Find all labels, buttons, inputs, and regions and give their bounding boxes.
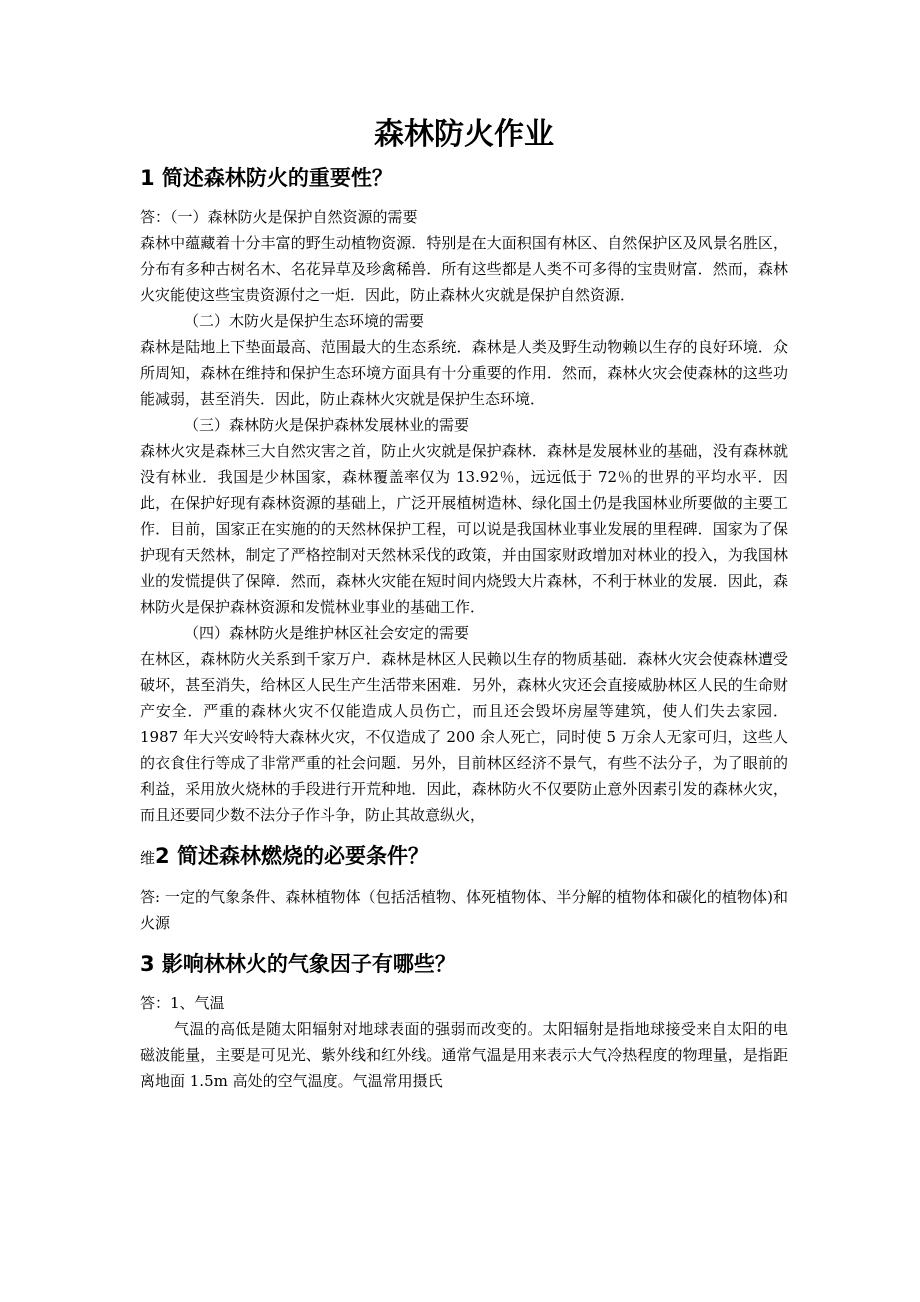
question-3-paragraph-1: 气温的高低是随太阳辐射对地球表面的强弱而改变的。太阳辐射是指地球接受来自太阳的电磁波能量，主要是可见光、紫外线和红外线。通常气温是用来表示大气冷热程度的物理量，是指距离地面 1.5m 高处的空气温度。气温常用摄氏 [140,1020,788,1090]
question-3-answer-label: 答：1、气温 [140,994,225,1012]
question-2-prefix: 维 [140,849,156,867]
question-2-heading: 2 简述森林燃烧的必要条件？ [155,844,429,868]
question-1-subheading-3: （三）森林防火是保护森林发展林业的需要 [184,416,470,434]
question-1-paragraph-4: 在林区，森林防火关系到千家万户．森林是林区人民赖以生存的物质基础．森林火灾会使森林遭受破坏，甚至消失，给林区人民生产生活带来困难．另外，森林火灾还会直接威胁林区人民的生命财产安全．严重的森林火灾不仅能造成人员伤亡，而且还会毁坏房屋等建筑，使人们失去家园．1987 年大兴安岭特大森林火灾，不仅造成了 200 余人死亡，同时使 5 万余人无家可归，这些人的衣食住行等成了非常严重的社会问题．另外，目前林区经济不景气，有些不法分子，为了眼前的利益，采用放火烧林的手段进行开荒种地．因此，森林防火不仅要防止意外因素引发的森林火灾，而且还要同少数不法分子作斗争，防止其故意纵火， [140,650,788,824]
question-1-paragraph-2: 森林是陆地上下垫面最高、范围最大的生态系统．森林是人类及野生动物赖以生存的良好环境．众所周知，森林在维持和保护生态环境方面具有十分重要的作用．然而，森林火灾会使森林的这些功能减弱，甚至消失．因此，防止森林火灾就是保护生态环境． [140,338,788,408]
question-1-paragraph-3: 森林火灾是森林三大自然灾害之首，防止火灾就是保护森林．森林是发展林业的基础，没有森林就没有林业．我国是少林国家，森林覆盖率仅为 13.92％，远远低于 72％的世界的平均水平．因此，在保护好现有森林资源的基础上，广泛开展植树造林、绿化国土仍是我国林业所要做的主要工作．目前，国家正在实施的的天然林保护工程，可以说是我国林业事业发展的里程碑．国家为了保护现有天然林，制定了严格控制对天然林采伐的政策，并由国家财政增加对林业的投入，为我国林业的发慌提供了保障．然而，森林火灾能在短时间内烧毁大片森林，不利于林业的发展．因此，森林防火是保护森林资源和发慌林业事业的基础工作． [140,442,788,616]
document-title: 森林防火作业 [374,117,554,152]
question-1-subheading-2: （二）木防火是保护生态环境的需要 [184,312,425,330]
question-3-heading: 3 影响林林火的气象因子有哪些？ [140,952,456,976]
question-1-answer-label: 答：（一）森林防火是保护自然资源的需要 [140,208,418,226]
question-1-heading: 1 简述森林防火的重要性？ [140,166,393,190]
document-page [140,112,788,1094]
question-1-subheading-4: （四）森林防火是维护林区社会安定的需要 [184,624,470,642]
question-1-paragraph-1: 森林中蕴藏着十分丰富的野生动植物资源．特别是在大面积国有林区、自然保护区及风景名胜区，分布有多种古树名木、名花异草及珍禽稀兽．所有这些都是人类不可多得的宝贵财富．然而，森林火灾能使这些宝贵资源付之一炬．因此，防止森林火灾就是保护自然资源． [140,234,788,304]
question-2-heading-row [140,840,788,874]
question-2-answer: 答: 一定的气象条件、森林植物体（包括活植物、体死植物体、半分解的植物体和碳化的植物体)和火源 [140,888,788,932]
